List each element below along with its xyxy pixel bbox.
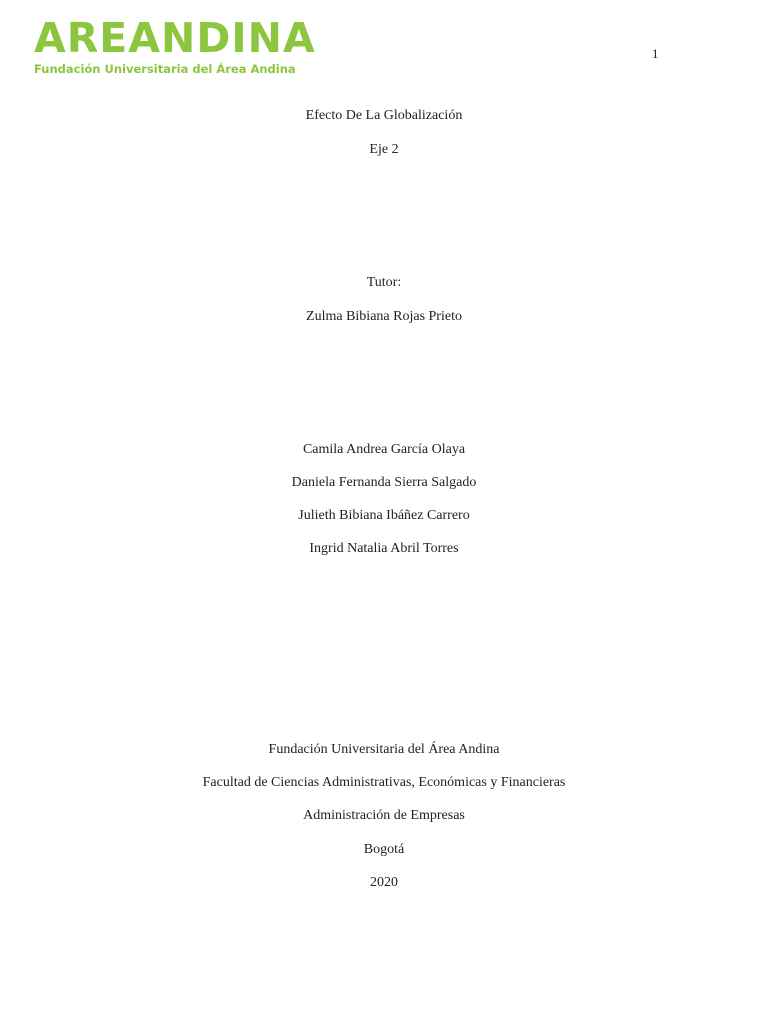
- tutor-name: Zulma Bibiana Rojas Prieto: [306, 309, 462, 324]
- author-name: Daniela Fernanda Sierra Salgado: [291, 475, 477, 490]
- program-name: Administración de Empresas: [303, 808, 465, 823]
- page-number: 1: [652, 46, 659, 61]
- faculty-name: Facultad de Ciencias Administrativas, Económicas y Financieras: [202, 775, 566, 790]
- document-title: Efecto De La Globalización: [305, 108, 463, 123]
- year: 2020: [370, 875, 398, 890]
- logo-subtitle: Fundación Universitaria del Área Andina: [34, 62, 296, 76]
- logo-wordmark: AREANDINA: [34, 14, 316, 62]
- author-name: Julieth Bibiana Ibáñez Carrero: [298, 508, 470, 523]
- institution-name: Fundación Universitaria del Área Andina: [268, 742, 500, 757]
- city-name: Bogotá: [363, 842, 405, 857]
- author-name: Ingrid Natalia Abril Torres: [309, 541, 459, 556]
- areandina-logo: [34, 14, 316, 76]
- tutor-label: Tutor:: [366, 275, 402, 290]
- author-name: Camila Andrea García Olaya: [302, 442, 466, 457]
- document-subtitle: Eje 2: [369, 142, 399, 157]
